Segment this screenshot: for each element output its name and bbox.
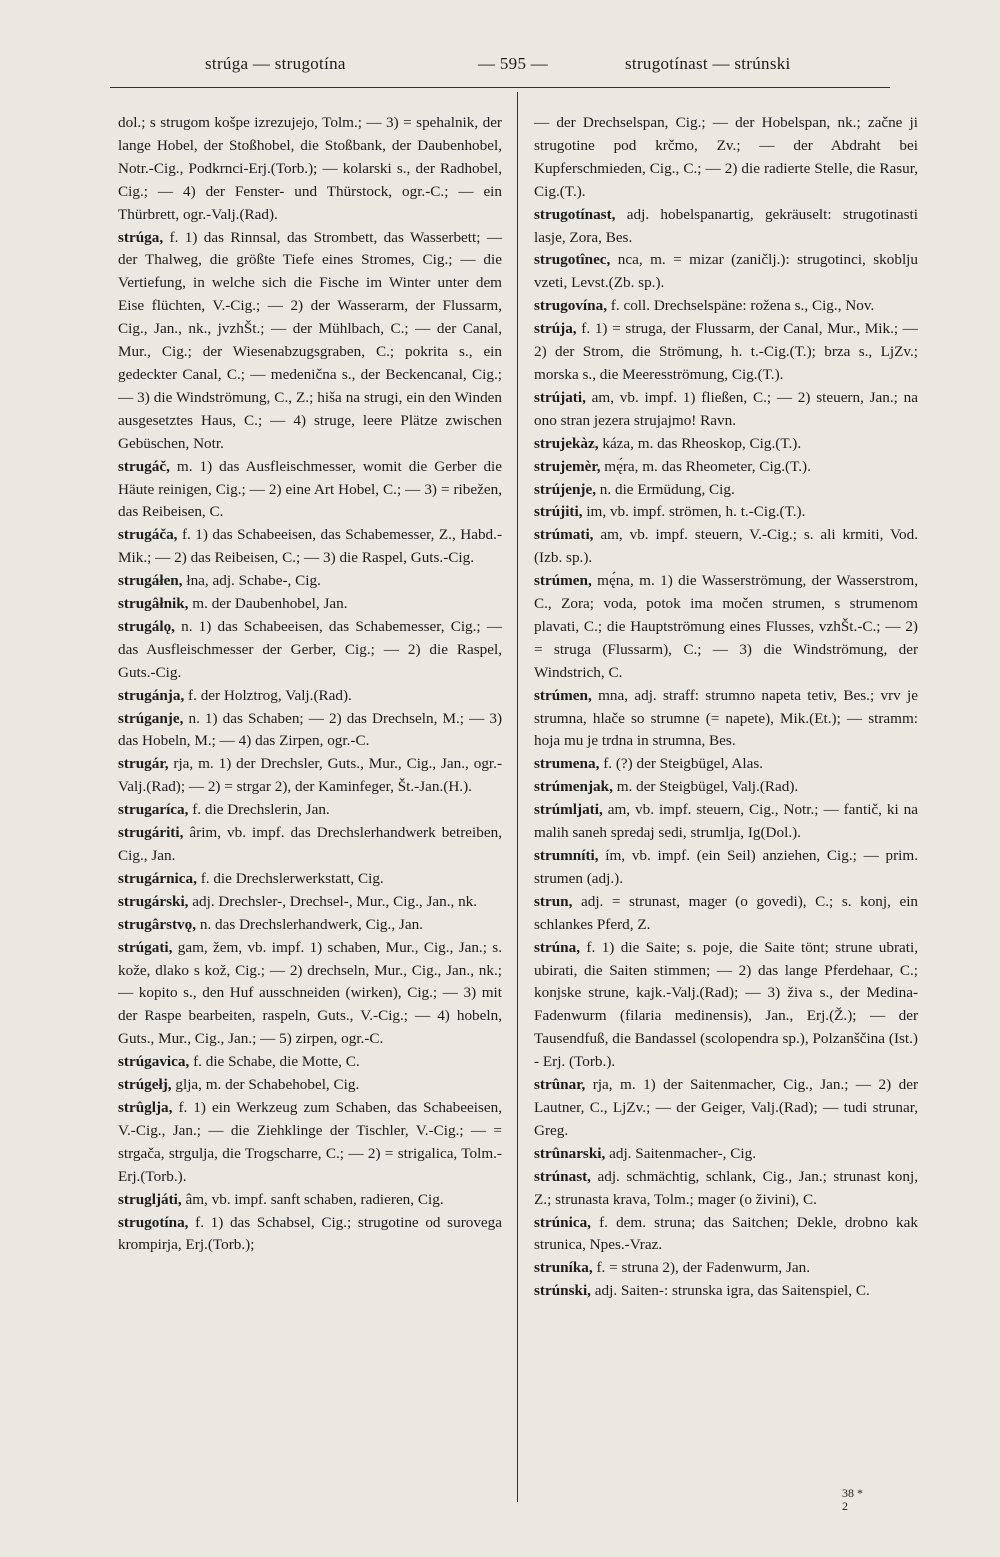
dictionary-entry (534, 1212, 918, 1258)
entry-definition: f. die Drechslerwerkstatt, Cig. (200, 869, 384, 887)
entry-definition: adj. Saitenmacher-, Cig. (609, 1144, 756, 1162)
entry-definition: am, vb. impf. steuern, Cig., Notr.; — fantič, ki na malih saneh spredaj sedi, strumlja, Ig(Dol.). (534, 801, 918, 842)
entry-definition: f. die Schabe, die Motte, C. (193, 1053, 360, 1071)
column-divider (517, 92, 518, 1502)
entry-definition: f. dem. struna; das Saitchen; Dekle, drobno kak strunica, Npes.-Vraz. (534, 1213, 918, 1254)
dictionary-entry (534, 501, 918, 524)
headword: strugârstvǫ, (118, 915, 197, 933)
entry-definition: f. der Holztrog, Valj.(Rad). (188, 686, 352, 704)
entry-definition: f. (?) der Steigbügel, Alas. (603, 755, 764, 773)
entry-definition: m. 1) das Ausfleischmesser, womit die Gerber die Häute reinigen, Cig.; — 2) eine Art Hobel, C.; — 3) = ribežen, das Reibeisen, C. (118, 457, 502, 521)
headword: strugotínast, (534, 205, 616, 223)
dictionary-entry (534, 249, 918, 295)
headword: strúmen, (534, 686, 592, 704)
headword: strugálǫ, (118, 617, 175, 635)
headword: strugárski, (118, 892, 189, 910)
headword: strûglja, (118, 1098, 173, 1116)
dictionary-entry (118, 112, 502, 227)
dictionary-entry (534, 1166, 918, 1212)
dictionary-entry (118, 1189, 502, 1212)
dictionary-entry (118, 753, 502, 799)
entry-definition: nca, m. = mizar (zaničlj.): strugotinci, skoblju vzeti, Levst.(Zb. sp.). (534, 251, 918, 292)
entry-definition: am, vb. impf. 1) fließen, C.; — 2) steuern, Jan.; na ono stran jezera strujajmo! Ravn. (534, 388, 919, 429)
entry-definition: f. coll. Drechselspäne: rožena s., Cig., Nov. (610, 297, 875, 315)
entry-definition: mę́ra, m. das Rheometer, Cig.(T.). (604, 457, 811, 475)
dictionary-entry (534, 456, 918, 479)
entry-definition: m. der Steigbügel, Valj.(Rad). (616, 778, 799, 796)
headword: strúja, (534, 320, 577, 338)
left-column (118, 112, 502, 1257)
headword: strúmen, (534, 572, 592, 590)
headword: strúmati, (534, 526, 594, 544)
entry-definition: ârim, vb. impf. das Drechslerhandwerk betreiben, Cig., Jan. (118, 824, 502, 864)
entry-definition: f. = struna 2), der Fadenwurm, Jan. (596, 1259, 811, 1277)
headword: strugotînec, (534, 251, 611, 269)
headword: struníka, (534, 1259, 593, 1277)
dictionary-entry (118, 685, 502, 708)
dictionary-entry (534, 1257, 918, 1280)
headword: strújenje, (534, 480, 596, 498)
headword: strujemèr, (534, 457, 601, 475)
dictionary-entry (118, 227, 502, 456)
dictionary-entry (534, 204, 918, 250)
entry-definition: n. 1) das Schabeeisen, das Schabemesser, Cig.; — das Ausfleischmesser der Gerber, Cig.; — 2) die Raspel, Guts.-Cig. (118, 617, 503, 681)
headword: strúganje, (118, 709, 184, 727)
running-header (110, 54, 890, 84)
headword: strúnast, (534, 1167, 591, 1185)
dictionary-entry (118, 1097, 502, 1189)
entry-definition: adj. schmächtig, schlank, Cig., Jan.; strunast konj, Z.; strunasta krava, Tolm.; mager (o živini), C. (534, 1167, 918, 1208)
headword: strumníti, (534, 847, 599, 864)
dictionary-entry (534, 891, 918, 937)
entry-definition: n. 1) das Schaben; — 2) das Drechseln, M.; — 3) das Hobeln, M.; — 4) das Zirpen, ogr.-C. (118, 709, 502, 750)
entry-definition: f. 1) = struga, der Flussarm, der Canal, Mur., Mik.; — 2) der Strom, die Strömung, h. t.-Cig.(T.); brza s., LjZv.; morska s., die Meeresströmung, Cig.(T.). (534, 320, 918, 383)
headword: strúga, (118, 228, 164, 246)
entry-definition: dol.; s strugom košpe izrezujejo, Tolm.; — 3) = spehalnik, der lange Hobel, der Stoßhobel, die Stoßbank, der Daubenhobel, Notr.-Cig., Podkrnci-Erj.(Torb.); — kolarski s., der Radhobel, Cig.; — 4) der Fenster- und Thürstock, ogr.-C.; — ein Thürbrett, ogr.-Valj.(Rad). (118, 114, 502, 223)
dictionary-entry (118, 868, 502, 891)
dictionary-entry (118, 616, 502, 685)
headword: strúgati, (118, 938, 173, 956)
headword: strúmljati, (534, 801, 603, 819)
entry-definition: n. die Ermüdung, Cig. (599, 480, 735, 498)
dictionary-entry (118, 708, 502, 754)
headword: strúgavica, (118, 1053, 190, 1071)
entry-definition: káza, m. das Rheoskop, Cig.(T.). (602, 434, 802, 452)
entry-definition: — der Drechselspan, Cig.; — der Hobelspan, nk.; začne ji strugotine pod krčmo, Zv.; — der Abdraht bei Kupferschmieden, Cig., C.; — 2) die radierte Stelle, die Rasur, Cig.(T.). (534, 114, 918, 200)
dictionary-entry (118, 570, 502, 593)
headword: strujekàz, (534, 434, 599, 452)
dictionary-entry (534, 570, 918, 685)
headword: strúmenjak, (534, 778, 613, 796)
dictionary-entry (534, 524, 918, 570)
dictionary-entry (534, 318, 918, 387)
dictionary-entry (118, 799, 502, 822)
dictionary-entry (534, 799, 918, 845)
signature-mark: 38 * 2 (842, 1486, 863, 1513)
dictionary-entry (534, 1143, 918, 1166)
entry-definition: f. 1) die Saite; s. poje, die Saite tönt; strune ubrati, ubirati, die Saiten stimmen; — 2) das lange Pferdehaar, C.; konjske strune, kajk.-Valj.(Rad); — 3) živa s., der Medina-Fadenwurm (filaria medinensis), Jan., Erj.(Ž.); — der Tausendfuß, die Bandassel (scolopendra sp.), Polzanščina (Ist.) - Erj. (Torb.). (534, 938, 919, 1071)
entry-definition: rja, m. 1) der Saitenmacher, Cig., Jan.; — 2) der Lautner, C., LjZv.; — der Geiger, Valj.(Rad); — tudi strunar, Greg. (534, 1076, 918, 1139)
dictionary-entry (118, 914, 502, 937)
dictionary-entry (534, 1280, 918, 1303)
dictionary-entry (534, 112, 918, 204)
dictionary-entry (534, 433, 918, 456)
dictionary-entry (118, 1051, 502, 1074)
entry-definition: f. 1) ein Werkzeug zum Schaben, das Schabeeisen, V.-Cig., Jan.; — die Ziehklinge der Tischler, V.-Cig.; — = strgača, strgulja, die Trogscharre, C.; — 2) = strigalica, Tolm.-Erj.(Torb.). (118, 1098, 502, 1185)
header-rule (110, 87, 890, 88)
headword: strúnski, (534, 1282, 591, 1300)
entry-definition: n. das Drechslerhandwerk, Cig., Jan. (199, 915, 423, 933)
dictionary-entry (118, 524, 502, 570)
headword: strun, (534, 892, 573, 910)
headword: strugotína, (118, 1213, 189, 1231)
headword: strújiti, (534, 503, 583, 521)
headword: strugovína, (534, 297, 607, 315)
headword: strúnica, (534, 1213, 591, 1231)
entry-definition: f. 1) das Schabeeisen, das Schabemesser, Z., Habd.-Mik.; — 2) das Reibeisen, C.; — 3) die Raspel, Guts.-Cig. (118, 526, 503, 567)
entry-definition: adj. hobelspanartig, gekräuselt: strugotinasti lasje, Zora, Bes. (534, 205, 918, 246)
headword: strumena, (534, 755, 600, 773)
headword: strûnar, (534, 1076, 586, 1094)
headword: strugáča, (118, 526, 178, 544)
headword: strugár, (118, 755, 169, 773)
dictionary-entry (118, 456, 502, 525)
dictionary-entry (534, 1074, 918, 1143)
entry-definition: gam, žem, vb. impf. 1) schaben, Mur., Cig., Jan.; s. kože, dlako s kož, Cig.; — 2) drechseln, Mur., Cig., Jan., nk.; — kopito s., den Huf ausschneiden (wirken), Cig.; — 3) mit der Raspe bearbeiten, raspeln, Guts., V.-Cig.; — 4) hobeln, Guts., Mur., Cig., Jan.; — 5) zirpen, ogr.-C. (118, 938, 502, 1048)
entry-definition: adj. = strunast, mager (o govedi), C.; s. konj, ein schlankes Pferd, Z. (534, 892, 919, 933)
entry-definition: am, vb. impf. steuern, V.-Cig.; s. ali krmiti, Vod.(Izb. sp.). (534, 526, 919, 567)
headword: strugáriti, (118, 824, 184, 842)
entry-definition: glja, m. der Schabehobel, Cig. (175, 1076, 360, 1094)
entry-definition: adj. Saiten-: strunska igra, das Saitenspiel, C. (594, 1282, 870, 1300)
dictionary-entry (118, 937, 502, 1052)
headword: strújati, (534, 388, 586, 406)
entry-definition: łna, adj. Schabe-, Cig. (186, 572, 321, 590)
entry-definition: mę́na, m. 1) die Wasserströmung, der Wasserstrom, C., Zora; voda, potok ima močen strumen, s strumenom plavati, C.; die Hauptströmung eines Flusses, vzhŠt.-C.; — 2) = struga (Flussarm), C.; — 3) die Windströmung, der Windstrich, C. (534, 572, 919, 681)
headword: strugárnica, (118, 869, 197, 887)
entry-definition: âm, vb. impf. sanft schaben, radieren, Cig. (185, 1190, 444, 1208)
right-column (534, 112, 918, 1303)
entry-definition: im, vb. impf. strömen, h. t.-Cig.(T.). (586, 503, 806, 521)
headword: strugánja, (118, 686, 185, 704)
headword: strugáč, (118, 457, 170, 475)
dictionary-entry (534, 479, 918, 502)
dictionary-entry (534, 295, 918, 318)
dictionary-entry (118, 1074, 502, 1097)
headword: strugáłen, (118, 572, 183, 590)
headword: strugâłnik, (118, 595, 189, 613)
entry-definition: f. 1) das Rinnsal, das Strombett, das Wasserbett; — der Thalweg, die größte Tiefe eines Stromes, Cig.; — die Vertiefung, in welche sich die Fische im Winter unter dem Eise flüchten, V.-Cig.; — 2) der Wasserarm, der Flussarm, Cig., Jan., nk., jvzhŠt.; — der Mühlbach, C.; — der Canal, Mur., Cig.; der Wiesenabzugsgraben, C.; pokrita s., ein gedeckter Canal, C.; — medenična s., der Beckencanal, Cig.; — 3) die Windströmung, C., Z.; hiša na strugi, ein den Winden ausgesetztes Haus, C.; — 4) struge, leere Plätze zwischen Gebüschen, Notr. (118, 228, 503, 452)
dictionary-entry (534, 776, 918, 799)
dictionary-entry (534, 753, 918, 776)
dictionary-entry (534, 685, 918, 754)
dictionary-entry (118, 891, 502, 914)
entry-definition: mna, adj. straff: strumno napeta tetiv, Bes.; vrv je strumna, hlače so strumne (= napete), Mik.(Et.); — stramm: hoja mu je trdna in strumna, Bes. (534, 686, 919, 750)
headword: strúna, (534, 938, 580, 956)
headword: strugljáti, (118, 1190, 182, 1208)
entry-definition: adj. Drechsler-, Drechsel-, Mur., Cig., Jan., nk. (192, 892, 478, 910)
headword: strugaríca, (118, 801, 189, 819)
headword: strúgełj, (118, 1076, 172, 1094)
dictionary-entry (118, 822, 502, 868)
entry-definition: ím, vb. impf. (ein Seil) anziehen, Cig.; — prim. strumen (adj.). (534, 847, 918, 887)
header-right: strugotínast — strúnski (625, 54, 791, 73)
page-number: — 595 — (478, 54, 549, 73)
dictionary-entry (118, 1212, 502, 1258)
dictionary-entry (118, 593, 502, 616)
entry-definition: rja, m. 1) der Drechsler, Guts., Mur., Cig., Jan., ogr.-Valj.(Rad); — 2) = strgar 2), der Kaminfeger, Št.-Jan.(H.). (118, 755, 502, 796)
dictionary-entry (534, 937, 918, 1074)
dictionary-entry (534, 845, 918, 891)
headword: strûnarski, (534, 1144, 606, 1162)
entry-definition: f. 1) das Schabsel, Cig.; strugotine od surovega krompirja, Erj.(Torb.); (118, 1213, 503, 1254)
entry-definition: m. der Daubenhobel, Jan. (192, 595, 348, 613)
dictionary-entry (534, 387, 918, 433)
header-left: strúga — strugotína (205, 54, 346, 73)
entry-definition: f. die Drechslerin, Jan. (192, 801, 330, 819)
